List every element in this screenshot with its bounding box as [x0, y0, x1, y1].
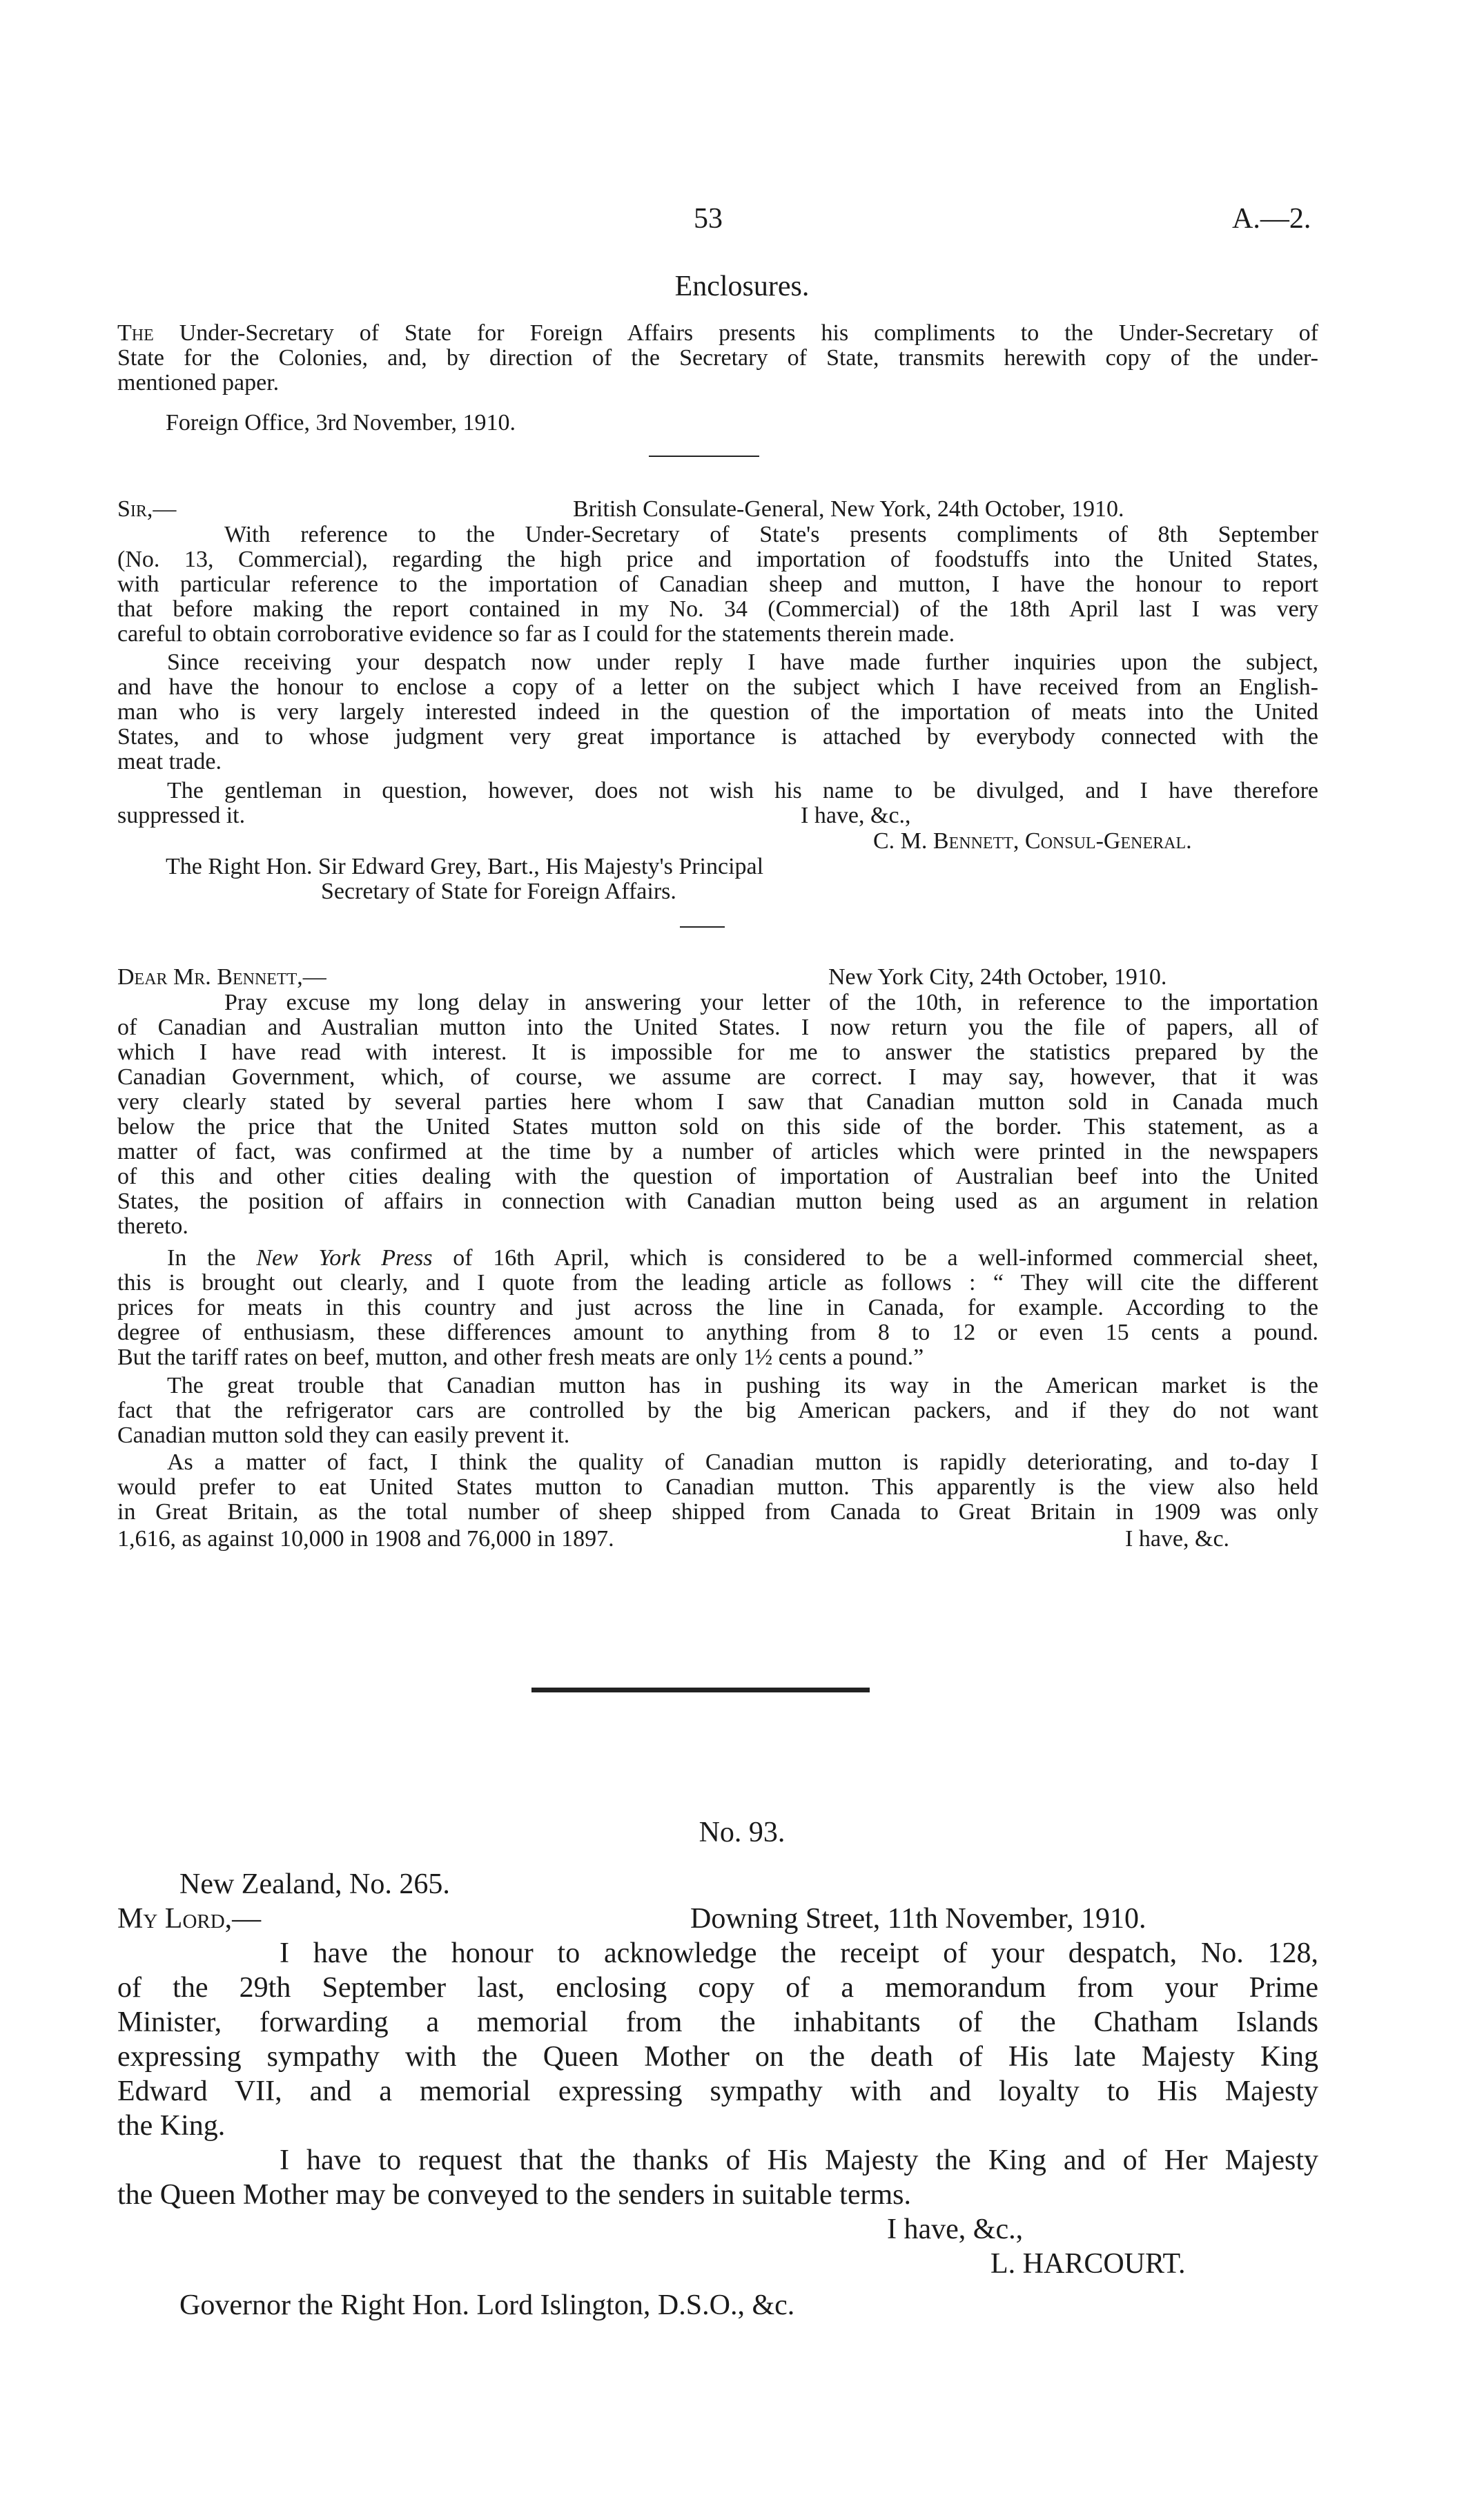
text-line: Since receiving your despatch now under reply I have made further inquiries upon the subject,: [167, 649, 1318, 675]
text-line: expressing sympathy with the Queen Mother on the death of His late Majesty King: [117, 2041, 1318, 2073]
text-line: below the price that the United States mutton sold on this side of the border. This statement, as a: [117, 1114, 1318, 1140]
short-divider: [649, 456, 759, 457]
text-line: careful to obtain corroborative evidence so far as I could for the statements therein made.: [117, 621, 955, 647]
despatch-reference: New Zealand, No. 265.: [179, 1868, 450, 1900]
text-line: (No. 13, Commercial), regarding the high price and importation of foodstuffs into the United States,: [117, 547, 1318, 572]
text-line: With reference to the Under-Secretary of State's presents compliments of 8th September: [224, 522, 1318, 547]
letter2-paragraph-3: [117, 1374, 1318, 1448]
text-line: and have the honour to enclose a copy of a letter on the subject which I have received from an English-: [117, 674, 1318, 700]
text-line: of this and other cities dealing with the question of importation of Australian beef into the United: [117, 1164, 1318, 1189]
despatch-number: No. 93.: [699, 1817, 785, 1848]
text-line: Edward VII, and a memorial expressing sympathy with and loyalty to His Majesty: [117, 2075, 1318, 2107]
newspaper-title: New York Press: [256, 1245, 433, 1271]
page-number: 53: [694, 203, 723, 235]
despatch-closing: I have, &c.,: [887, 2214, 1024, 2245]
letter1-paragraph-3-end: suppressed it.: [117, 803, 246, 828]
short-divider: [680, 926, 725, 928]
memo-date-line: Foreign Office, 3rd November, 1910.: [166, 410, 516, 436]
letter2-paragraph-4: [117, 1450, 1318, 1525]
letter1-dateline: British Consulate-General, New York, 24th October, 1910.: [573, 496, 1124, 522]
letter1-signature: C. M. Bennett, Consul-General.: [873, 828, 1192, 854]
text-line: In the New York Press of 16th April, which is considered to be a well-informed commercial sheet,: [167, 1245, 1319, 1271]
letter2-paragraph-4-end: 1,616, as against 10,000 in 1908 and 76,000 in 1897.: [117, 1526, 614, 1552]
text-line: in Great Britain, as the total number of sheep shipped from Canada to Great Britain in 1909 was only: [117, 1499, 1318, 1525]
letter2-paragraph-1: [117, 990, 1318, 1239]
text-line: fact that the refrigerator cars are controlled by the big American packers, and if they do not want: [117, 1398, 1318, 1423]
despatch-paragraph-1: [117, 1936, 1318, 2143]
memo-line: mentioned paper.: [117, 370, 280, 395]
text-line: meat trade.: [117, 749, 222, 774]
enclosure-memo: [117, 321, 1318, 395]
text-line: very clearly stated by several parties here whom I saw that Canadian mutton sold in Canada much: [117, 1089, 1318, 1115]
text-line: I have the honour to acknowledge the receipt of your despatch, No. 128,: [280, 1937, 1318, 1969]
letter2-salutation: Dear Mr. Bennett,—: [117, 964, 326, 990]
text-line: the Queen Mother may be conveyed to the senders in suitable terms.: [117, 2179, 911, 2211]
text-line: the King.: [117, 2110, 226, 2142]
text-line: The great trouble that Canadian mutton has in pushing its way in the American market is the: [167, 1373, 1318, 1398]
letter2-closing: I have, &c.: [1125, 1526, 1230, 1552]
despatch-paragraph-2: [117, 2143, 1318, 2212]
memo-line: The Under-Secretary of State for Foreign Affairs presents his compliments to the Under-Secretary of: [117, 320, 1318, 346]
despatch-signature: L. HARCOURT.: [990, 2248, 1186, 2280]
letter2-paragraph-2: [117, 1246, 1318, 1370]
section-divider: [531, 1688, 870, 1692]
text-line: matter of fact, was confirmed at the time by a number of articles which were printed in the newspapers: [117, 1139, 1318, 1164]
memo-line: State for the Colonies, and, by direction of the Secretary of State, transmits herewith copy of the under-: [117, 345, 1318, 371]
text-line: which I have read with interest. It is impossible for me to answer the statistics prepared by the: [117, 1039, 1318, 1065]
letter1-salutation: Sir,—: [117, 496, 177, 522]
despatch-addressee: Governor the Right Hon. Lord Islington, D.S.O., &c.: [179, 2289, 795, 2321]
memo-lead: The: [117, 320, 154, 346]
text-line: Minister, forwarding a memorial from the inhabitants of the Chatham Islands: [117, 2006, 1318, 2038]
text-line: The gentleman in question, however, does not wish his name to be divulged, and I have therefore: [167, 778, 1318, 803]
text-line: degree of enthusiasm, these differences amount to anything from 8 to 12 or even 15 cents a pound.: [117, 1320, 1318, 1345]
letter2-dateline: New York City, 24th October, 1910.: [828, 964, 1167, 990]
enclosures-title: Enclosures.: [674, 271, 810, 302]
despatch-dateline: Downing Street, 11th November, 1910.: [690, 1903, 1146, 1935]
text-line: prices for meats in this country and just across the line in Canada, for example. According to the: [117, 1295, 1318, 1320]
letter1-paragraph-2: [117, 650, 1318, 774]
document-reference: A.—2.: [1232, 203, 1311, 235]
text-line: Pray excuse my long delay in answering your letter of the 10th, in reference to the importation: [224, 990, 1318, 1015]
text-line: I have to request that the thanks of His Majesty the King and of Her Majesty: [280, 2144, 1318, 2176]
text-line: would prefer to eat United States mutton to Canadian mutton. This apparently is the view also held: [117, 1474, 1318, 1500]
text-line: thereto.: [117, 1213, 188, 1239]
text-line: As a matter of fact, I think the quality of Canadian mutton is rapidly deteriorating, and to-day I: [167, 1449, 1318, 1475]
text-line: of Canadian and Australian mutton into the United States. I now return you the file of papers, all of: [117, 1015, 1318, 1040]
letter1-addressee-line-1: The Right Hon. Sir Edward Grey, Bart., His Majesty's Principal: [166, 854, 764, 879]
text-line: States, the position of affairs in connection with Canadian mutton being used as an argument in relation: [117, 1189, 1318, 1214]
text-line: of the 29th September last, enclosing copy of a memorandum from your Prime: [117, 1972, 1318, 2004]
letter1-paragraph-3: [117, 779, 1318, 803]
text-line: that before making the report contained in my No. 34 (Commercial) of the 18th April last I was very: [117, 596, 1318, 622]
text-line: But the tariff rates on beef, mutton, and other fresh meats are only 1½ cents a pound.”: [117, 1345, 924, 1370]
text-line: Canadian mutton sold they can easily prevent it.: [117, 1423, 570, 1448]
despatch-salutation: My Lord,—: [117, 1903, 262, 1935]
text-line: this is brought out clearly, and I quote from the leading article as follows : “ They will cite the different: [117, 1270, 1318, 1296]
letter1-addressee-line-2: Secretary of State for Foreign Affairs.: [321, 879, 676, 904]
text-line: man who is very largely interested indeed in the question of the importation of meats into the United: [117, 699, 1318, 725]
text-line: States, and to whose judgment very great importance is attached by everybody connected with the: [117, 724, 1318, 750]
letter1-closing: I have, &c.,: [801, 803, 911, 828]
text-line: Canadian Government, which, of course, we assume are correct. I may say, however, that it was: [117, 1064, 1318, 1090]
letter1-paragraph-1: [117, 522, 1318, 647]
text-line: with particular reference to the importation of Canadian sheep and mutton, I have the honour to report: [117, 571, 1318, 597]
